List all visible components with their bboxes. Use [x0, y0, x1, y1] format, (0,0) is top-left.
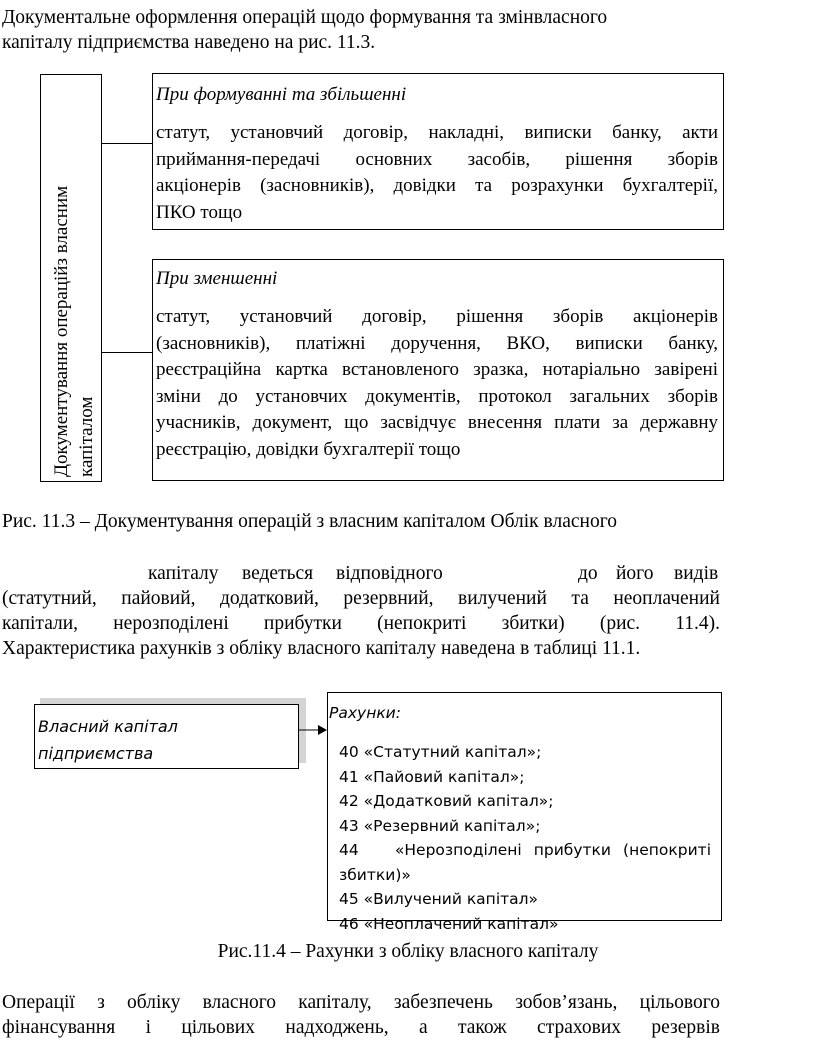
formation-box — [152, 73, 724, 230]
reduction-line-3: реєстраційна картка встановленого зразка, нотаріально завірені — [156, 359, 718, 380]
reduction-line-1: статут, установчий договір, рішення зборів акціонерів — [156, 306, 718, 327]
fig-11-4-caption: Рис.11.4 – Рахунки з обліку власного капіталу — [217, 941, 599, 962]
intro-line-2: капіталу підприємства наведено на рис. 11.3. — [2, 32, 376, 53]
equity-label-line-2: підприємства — [38, 744, 154, 763]
word-4: до — [578, 563, 598, 584]
intro-paragraph — [2, 5, 722, 55]
formation-docs — [156, 120, 718, 226]
account-40: 40 «Статутний капітал»; — [339, 743, 542, 761]
formation-line-4: ПКО тощо — [156, 201, 243, 223]
word-1: капіталу — [148, 563, 219, 584]
operations-line-2: фінансування і цільових надходжень, а також страхових резервів — [2, 1017, 720, 1038]
side-label-line-2: капіталом — [76, 396, 97, 477]
arrow — [298, 722, 328, 738]
arrow-head-icon — [318, 725, 327, 735]
word-3: відповідного — [336, 563, 443, 584]
reduction-docs — [156, 304, 718, 463]
word-2: ведеться — [242, 563, 314, 584]
equity-box — [34, 704, 299, 769]
account-46: 46 «Неоплачений капітал» — [339, 914, 559, 933]
side-label-line-1: Документування операційз власним — [51, 185, 72, 477]
accounting-paragraph — [2, 561, 720, 661]
accounting-line-4: Характеристика рахунків з обліку власного капіталу наведена в таблиці 11.1. — [2, 638, 641, 659]
account-44: 44 «Нерозподілені прибутки (непокриті — [339, 841, 711, 859]
formation-line-1: статут, установчий договір, накладні, виписки банку, акти — [156, 122, 718, 143]
formation-title: При формуванні та збільшенні — [156, 84, 407, 105]
reduction-line-4: зміни до установчих документів, протокол загальних зборів — [156, 385, 718, 407]
accounting-line-3: капітали, нерозподілені прибутки (непокриті збитки) (рис. 11.4). — [2, 613, 720, 634]
operations-paragraph — [2, 990, 720, 1040]
connector-top — [101, 143, 153, 144]
operations-line-1: Операції з обліку власного капіталу, забезпечень зобов’язань, цільового — [2, 992, 720, 1013]
intro-line-1: Документальне оформлення операцій щодо формування та змінвласного — [2, 7, 608, 28]
account-44-cont: збитки)» — [339, 865, 411, 884]
reduction-box — [152, 259, 724, 481]
side-label — [43, 75, 105, 481]
accounting-line-1 — [2, 561, 720, 586]
accounts-box — [327, 692, 722, 933]
reduction-line-6: реєстрацію, довідки бухгалтерії тощо — [156, 438, 461, 460]
word-5: його — [616, 563, 654, 584]
reduction-title: При зменшенні — [156, 268, 278, 289]
reduction-line-5: учасників, документ, що засвідчує внесення плати за державну — [156, 412, 718, 433]
fig-11-3-caption: Рис. 11.3 – Документування операцій з власним капіталом Облік власного — [2, 511, 617, 532]
account-42: 42 «Додатковий капітал»; — [339, 792, 554, 810]
equity-label-line-1: Власний капітал — [38, 717, 178, 736]
account-45: 45 «Вилучений капітал» — [339, 890, 539, 908]
account-43: 43 «Резервний капітал»; — [339, 816, 541, 835]
reduction-line-2: (засновників), платіжні доручення, ВКО, виписки банку, — [156, 332, 718, 354]
formation-line-2: приймання-передачі основних засобів, рішення зборів — [156, 148, 718, 170]
accounts-title: Рахунки: — [329, 704, 401, 722]
connector-bottom — [101, 352, 153, 353]
equity-label — [38, 713, 178, 767]
formation-line-3: акціонерів (засновників), довідки та розрахунки бухгалтерії, — [156, 175, 718, 196]
accounts-list — [339, 740, 711, 936]
side-label-box — [40, 74, 102, 482]
word-6: видів — [674, 563, 719, 584]
accounting-line-2: (статутний, пайовий, додатковий, резервний, вилучений та неоплачений — [2, 588, 720, 609]
account-41: 41 «Пайовий капітал»; — [339, 767, 525, 786]
